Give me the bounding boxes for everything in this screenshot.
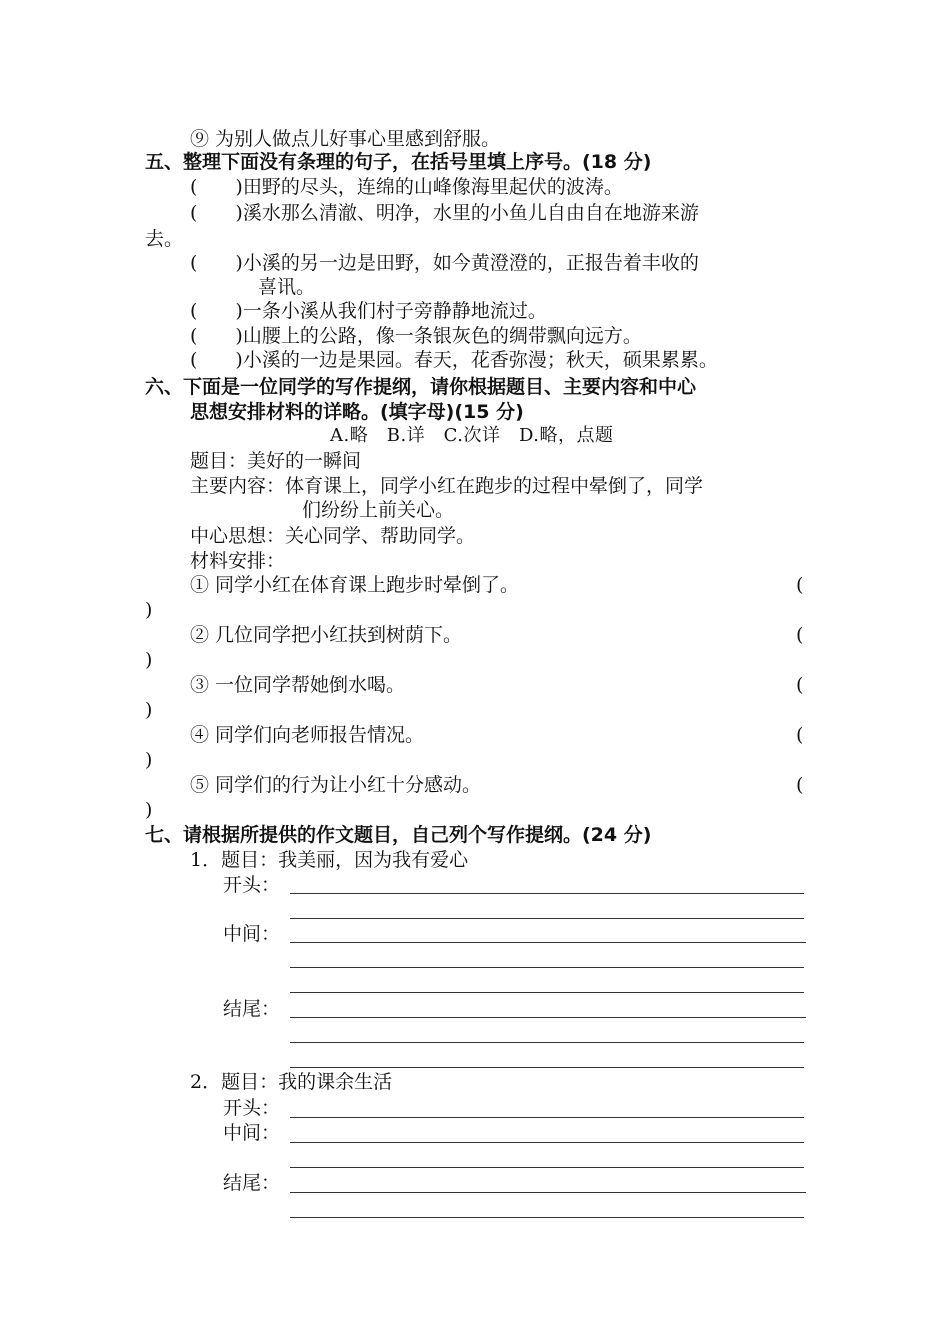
essay-1-topic: 1．题目：我美丽，因为我有爱心 — [190, 849, 469, 871]
section-6-title-cont: 思想安排材料的详略。(填字母)(15 分) — [190, 401, 524, 423]
answer-paren-open: ( — [796, 724, 804, 746]
answer-options: A.略 B.详 C.次详 D.略，点题 — [330, 425, 614, 446]
outline-topic: 题目：美好的一瞬间 — [190, 450, 362, 472]
s5-item: ( )山腰上的公路，像一条银灰色的绸带飘向远方。 — [190, 325, 642, 347]
answer-paren-open: ( — [796, 624, 804, 646]
s5-item: ( )一条小溪从我们村子旁静静地流过。 — [190, 300, 547, 322]
essay-2-middle-line[interactable] — [290, 1167, 804, 1168]
essay-1-end-line[interactable] — [290, 1017, 806, 1018]
essay-2-begin-label: 开头： — [223, 1097, 281, 1119]
essay-1-end-label: 结尾： — [223, 998, 281, 1020]
essay-2-topic: 2．题目：我的课余生活 — [190, 1071, 393, 1093]
answer-paren-open: ( — [796, 674, 804, 696]
section-6-title: 六、下面是一位同学的写作提纲，请你根据题目、主要内容和中心 — [145, 376, 697, 398]
answer-paren-close: ) — [145, 599, 153, 621]
essay-1-begin-line[interactable] — [290, 918, 804, 919]
essay-1-begin-label: 开头： — [223, 874, 281, 896]
answer-paren-close: ) — [145, 699, 153, 721]
section-7-title: 七、请根据所提供的作文题目，自己列个写作提纲。(24 分) — [145, 824, 652, 846]
essay-2-middle-line[interactable] — [290, 1142, 804, 1143]
material-item: ③ 一位同学帮她倒水喝。 — [190, 674, 406, 696]
essay-2-end-label: 结尾： — [223, 1172, 281, 1194]
essay-1-middle-label: 中间： — [223, 923, 281, 945]
essay-2-end-line[interactable] — [290, 1192, 806, 1193]
outline-content-cont: 们纷纷上前关心。 — [302, 499, 455, 521]
s5-item: ( )小溪的另一边是田野，如今黄澄澄的，正报告着丰收的 — [190, 252, 699, 274]
essay-2-middle-label: 中间： — [223, 1122, 281, 1144]
s5-item-continuation: 去。 — [145, 228, 184, 250]
outline-content: 主要内容：体育课上，同学小红在跑步的过程中晕倒了，同学 — [190, 475, 704, 497]
answer-paren-open: ( — [796, 574, 804, 596]
essay-1-middle-line[interactable] — [290, 942, 806, 943]
s5-item: ( )田野的尽头，连绵的山峰像海里起伏的波涛。 — [190, 176, 623, 198]
s5-item: ( )溪水那么清澈、明净，水里的小鱼儿自由自在地游来游 — [190, 202, 699, 224]
s5-item-continuation: 喜讯。 — [258, 276, 316, 298]
essay-1-end-line[interactable] — [290, 1042, 804, 1043]
material-item: ② 几位同学把小红扶到树荫下。 — [190, 624, 463, 646]
essay-2-end-line[interactable] — [290, 1217, 804, 1218]
s5-item: ( )小溪的一边是果园。春天，花香弥漫；秋天，硕果累累。 — [190, 349, 718, 371]
outline-arrangement-label: 材料安排： — [190, 550, 286, 572]
essay-1-end-line[interactable] — [290, 1067, 804, 1068]
essay-1-middle-line[interactable] — [290, 992, 804, 993]
essay-2-begin-line[interactable] — [290, 1117, 804, 1118]
prev-item-9: ⑨ 为别人做点儿好事心里感到舒服。 — [190, 128, 501, 150]
material-item: ⑤ 同学们的行为让小红十分感动。 — [190, 774, 482, 796]
answer-paren-close: ) — [145, 749, 153, 771]
answer-paren-close: ) — [145, 799, 153, 821]
outline-central-idea: 中心思想：关心同学、帮助同学。 — [190, 525, 476, 547]
section-5-title: 五、整理下面没有条理的句子，在括号里填上序号。(18 分) — [145, 151, 652, 173]
essay-1-middle-line[interactable] — [290, 967, 804, 968]
material-item: ④ 同学们向老师报告情况。 — [190, 724, 425, 746]
essay-1-begin-line[interactable] — [290, 893, 804, 894]
answer-paren-open: ( — [796, 774, 804, 796]
material-item: ① 同学小红在体育课上跑步时晕倒了。 — [190, 574, 520, 596]
answer-paren-close: ) — [145, 649, 153, 671]
